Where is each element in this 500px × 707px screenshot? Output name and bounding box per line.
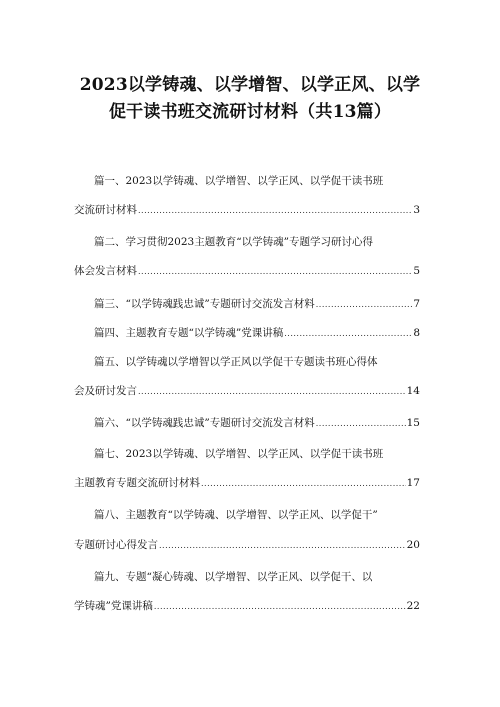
toc-entry-6[interactable]	[74, 416, 420, 431]
toc-entry-5-text: 会及研讨发言	[74, 385, 137, 397]
toc-entry-6-text: 篇六、“以学铸魂践忠诚”专题研讨交流发言材料	[94, 417, 315, 429]
toc-entry-8-leader	[159, 539, 406, 553]
toc-entry-2-leader	[138, 265, 412, 279]
toc-entry-8-page: 20	[406, 539, 420, 551]
toc-entry-1-leader	[138, 204, 412, 218]
toc-entry-9-line-2[interactable]	[74, 599, 420, 614]
toc-entry-1-line-2[interactable]	[74, 203, 420, 218]
toc-entry-5-page: 14	[406, 385, 420, 397]
document-title-line-1: 2023以学铸魂、以学增智、以学正风、以学	[79, 75, 421, 95]
toc-entry-9-leader	[154, 600, 406, 614]
toc-entry-6-page: 15	[406, 417, 420, 429]
toc-entry-8-line-1[interactable]: 篇八、主题教育“以学铸魂、以学增智、以学正风、以学促干”	[94, 509, 378, 521]
toc-entry-5-leader	[138, 385, 406, 399]
toc-entry-5-line-2[interactable]	[74, 384, 420, 399]
toc-entry-3-text: 篇三、“以学铸魂践忠诚”专题研讨交流发言材料	[94, 298, 315, 310]
toc-entry-8-line-2[interactable]	[74, 538, 420, 553]
toc-entry-4-page: 8	[413, 327, 420, 339]
toc-entry-7-text: 主题教育专题交流研讨材料	[74, 477, 200, 489]
toc-entry-6-leader	[316, 417, 406, 431]
toc-entry-7-line-1[interactable]: 篇七、2023以学铸魂、以学增智、以学正风、以学促干读书班	[94, 448, 384, 460]
toc-entry-5-line-1[interactable]: 篇五、以学铸魂以学增智以学正风以学促干专题读书班心得体	[94, 356, 378, 368]
toc-entry-7-line-2[interactable]	[74, 476, 420, 491]
toc-entry-8-text: 专题研讨心得发言	[74, 539, 158, 551]
toc-entry-9-text: 学铸魂”党课讲稿	[74, 600, 153, 612]
toc-entry-1-text: 交流研讨材料	[74, 204, 137, 216]
toc-entry-2-line-1[interactable]: 篇二、学习贯彻2023主题教育“以学铸魂”专题学习研讨心得	[94, 236, 373, 248]
toc-entry-4-text: 篇四、主题教育专题“以学铸魂”党课讲稿	[94, 327, 284, 339]
document-title-line-2: 促干读书班交流研讨材料（共13篇）	[108, 102, 392, 122]
toc-entry-3[interactable]	[74, 297, 420, 312]
toc-entry-4[interactable]	[74, 326, 420, 341]
toc-entry-2-text: 体会发言材料	[74, 265, 137, 277]
toc-entry-3-page: 7	[413, 298, 420, 310]
toc-entry-9-line-1[interactable]: 篇九、专题“凝心铸魂、以学增智、以学正风、以学促干、以	[94, 571, 373, 583]
toc-entry-2-line-2[interactable]	[74, 264, 420, 279]
toc-entry-2-page: 5	[413, 265, 420, 277]
toc-entry-9-page: 22	[406, 600, 420, 612]
toc-entry-3-leader	[316, 298, 413, 312]
toc-entry-7-page: 17	[406, 477, 420, 489]
toc-entry-1-page: 3	[413, 204, 420, 216]
toc-entry-7-leader	[201, 477, 406, 491]
toc-entry-1-line-1[interactable]: 篇一、2023以学铸魂、以学增智、以学正风、以学促干读书班	[94, 175, 384, 187]
toc-entry-4-leader	[284, 327, 412, 341]
